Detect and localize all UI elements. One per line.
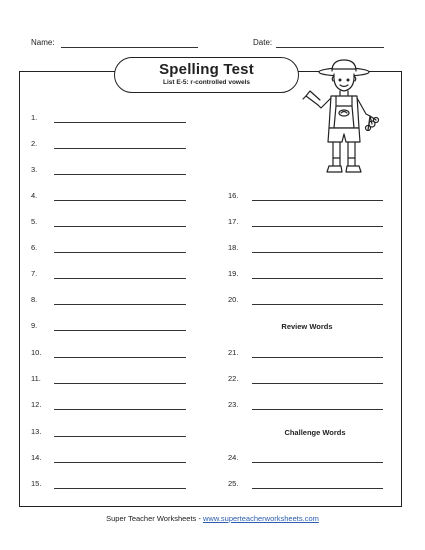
answer-line-18[interactable] [252, 252, 383, 253]
item-number-7: 7. [31, 269, 38, 278]
item-number-11: 11. [31, 374, 41, 383]
answer-line-7[interactable] [54, 278, 186, 279]
item-number-17: 17. [228, 217, 239, 226]
page-subtitle: List E-5: r-controlled vowels [162, 79, 251, 86]
item-number-20: 20. [228, 295, 239, 304]
item-number-2: 2. [31, 139, 38, 148]
item-number-22: 22. [228, 374, 239, 383]
item-number-16: 16. [228, 191, 239, 200]
item-number-12: 12. [31, 400, 42, 409]
footer [0, 514, 425, 523]
answer-line-11[interactable] [54, 383, 186, 384]
name-label: Name: [31, 38, 55, 47]
answer-line-5[interactable] [54, 226, 186, 227]
answer-line-17[interactable] [252, 226, 383, 227]
footer-separator: - [196, 514, 203, 523]
date-field[interactable] [276, 47, 384, 48]
page-title: Spelling Test [159, 61, 254, 78]
item-number-5: 5. [31, 217, 38, 226]
answer-line-21[interactable] [252, 357, 383, 358]
date-label: Date: [253, 38, 273, 47]
item-number-8: 8. [31, 295, 38, 304]
name-field[interactable] [61, 47, 198, 48]
answer-line-12[interactable] [54, 409, 186, 410]
answer-line-23[interactable] [252, 409, 383, 410]
gardener-boy-illustration [296, 58, 386, 186]
item-number-14: 14. [31, 453, 42, 462]
item-number-4: 4. [31, 191, 38, 200]
answer-line-6[interactable] [54, 252, 186, 253]
answer-line-16[interactable] [252, 200, 383, 201]
answer-line-24[interactable] [252, 462, 383, 463]
footer-brand: Super Teacher Worksheets [106, 514, 197, 523]
item-number-24: 24. [228, 453, 239, 462]
review-words-heading: Review Words [281, 322, 333, 331]
item-number-13: 13. [31, 427, 42, 436]
answer-line-3[interactable] [54, 174, 186, 175]
answer-line-13[interactable] [54, 436, 186, 437]
answer-line-2[interactable] [54, 148, 186, 149]
answer-line-9[interactable] [54, 330, 186, 331]
answer-line-22[interactable] [252, 383, 383, 384]
footer-link[interactable]: www.superteacherworksheets.com [202, 514, 319, 523]
answer-line-4[interactable] [54, 200, 186, 201]
answer-line-25[interactable] [252, 488, 383, 489]
item-number-19: 19. [228, 269, 239, 278]
answer-line-1[interactable] [54, 122, 186, 123]
answer-line-10[interactable] [54, 357, 186, 358]
item-number-21: 21. [228, 348, 239, 357]
answer-line-19[interactable] [252, 278, 383, 279]
item-number-23: 23. [228, 400, 239, 409]
item-number-6: 6. [31, 243, 38, 252]
answer-line-15[interactable] [54, 488, 186, 489]
item-number-18: 18. [228, 243, 239, 252]
item-number-25: 25. [228, 479, 239, 488]
item-number-10: 10. [31, 348, 42, 357]
title-banner [114, 57, 299, 93]
item-number-1: 1. [31, 113, 38, 122]
item-number-15: 15. [31, 479, 42, 488]
item-number-3: 3. [31, 165, 38, 174]
challenge-words-heading: Challenge Words [284, 428, 346, 437]
item-number-9: 9. [31, 321, 38, 330]
answer-line-8[interactable] [54, 304, 186, 305]
answer-line-14[interactable] [54, 462, 186, 463]
answer-line-20[interactable] [252, 304, 383, 305]
